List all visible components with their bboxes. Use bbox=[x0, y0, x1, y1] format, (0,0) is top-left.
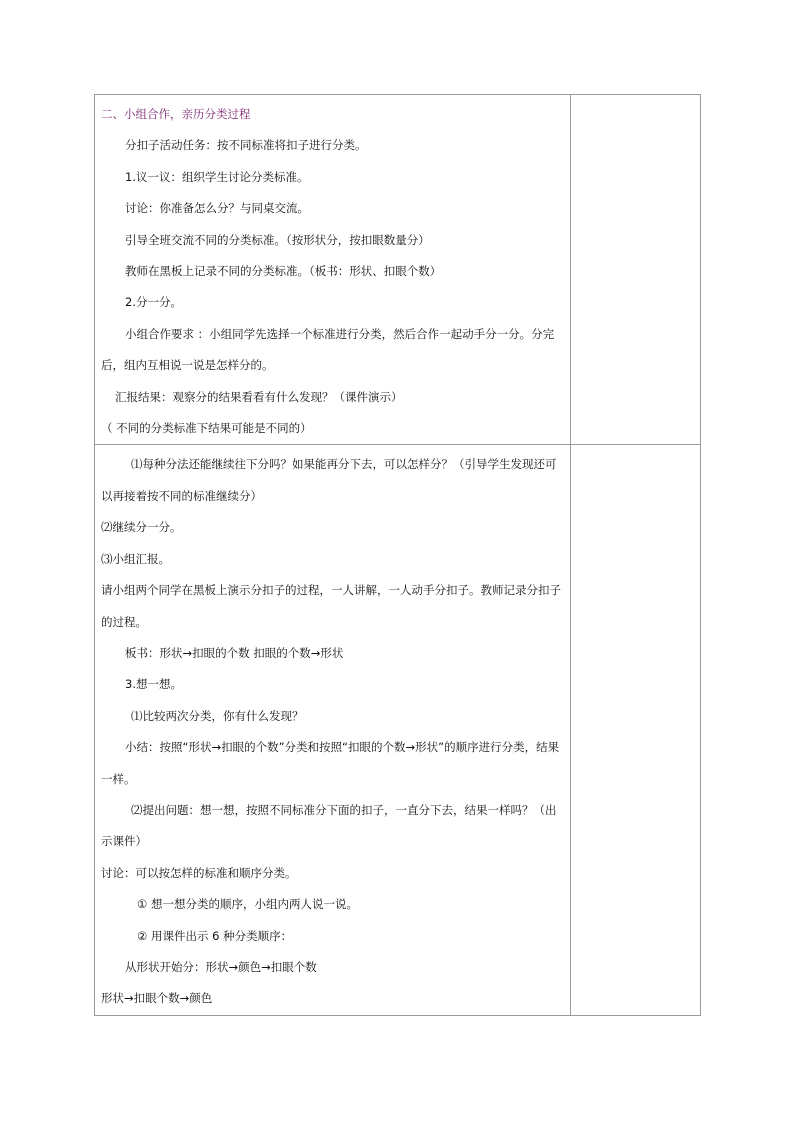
notes-cell bbox=[571, 445, 701, 1015]
paragraph: 小组合作要求 ：小组同学先选择一个标准进行分类，然后合作一起动手分一分。分完后，组内互相说一说是怎样分的。 bbox=[101, 326, 555, 373]
section-content bbox=[95, 95, 570, 444]
lesson-plan-table bbox=[94, 94, 701, 1016]
table-row bbox=[95, 445, 701, 1015]
paragraph: 2.分一分。 bbox=[125, 295, 182, 310]
paragraph: 引导全班交流不同的分类标准。（按形状分，按扣眼数量分） bbox=[125, 232, 430, 247]
notes-cell bbox=[571, 95, 701, 445]
paragraph: ⑶小组汇报。 bbox=[101, 551, 170, 566]
paragraph: 3.想一想。 bbox=[125, 677, 182, 692]
lesson-content-cell bbox=[95, 95, 571, 445]
paragraph: ⑴每种分法还能继续往下分吗？如果能再分下去，可以怎样分？（引导学生发现还可以再接着按不同的标准继续分） bbox=[101, 457, 557, 503]
paragraph: 分扣子活动任务：按不同标准将扣子进行分类。 bbox=[125, 138, 367, 153]
paragraph: ① 想一想分类的顺序，小组内两人说一说。 bbox=[137, 897, 358, 912]
paragraph: 1.议一议：组织学生讨论分类标准。 bbox=[125, 169, 309, 184]
paragraph: 从形状开始分：形状→颜色→扣眼个数 bbox=[125, 959, 317, 974]
paragraph: （ 不同的分类标准下结果可能是不同的） bbox=[101, 421, 312, 436]
paragraph: ⑵提出问题：想一想，按照不同标准分下面的扣子，一直分下去，结果一样吗？（出示课件） bbox=[101, 802, 557, 849]
section-content bbox=[95, 445, 570, 1014]
paragraph: 教师在黑板上记录不同的分类标准。（板书：形状、扣眼个数） bbox=[125, 264, 442, 279]
paragraph: ⑴比较两次分类，你有什么发现？ bbox=[131, 708, 304, 723]
paragraph: 请小组两个同学在黑板上演示分扣子的过程，一人讲解，一人动手分扣子。教师记录分扣子的过程。 bbox=[101, 583, 561, 629]
paragraph: ② 用课件出示 6 种分类顺序： bbox=[137, 928, 293, 943]
paragraph: 汇报结果：观察分的结果看看有什么发现？（课件演示） bbox=[115, 389, 403, 404]
section-heading: 二、小组合作，亲历分类过程 bbox=[101, 107, 251, 121]
paragraph: 形状→扣眼个数→颜色 bbox=[101, 991, 213, 1006]
paragraph: ⑵继续分一分。 bbox=[101, 520, 182, 535]
paragraph: 讨论：你准备怎么分？与同桌交流。 bbox=[125, 201, 309, 216]
lesson-content-cell bbox=[95, 445, 571, 1015]
paragraph: 小结：按照“形状→扣眼的个数”分类和按照“扣眼的个数→形状”的顺序进行分类，结果一样。 bbox=[101, 740, 560, 786]
paragraph: 板书：形状→扣眼的个数 扣眼的个数→形状 bbox=[125, 645, 344, 660]
paragraph: 讨论：可以按怎样的标准和顺序分类。 bbox=[101, 865, 297, 880]
table-row bbox=[95, 95, 701, 445]
